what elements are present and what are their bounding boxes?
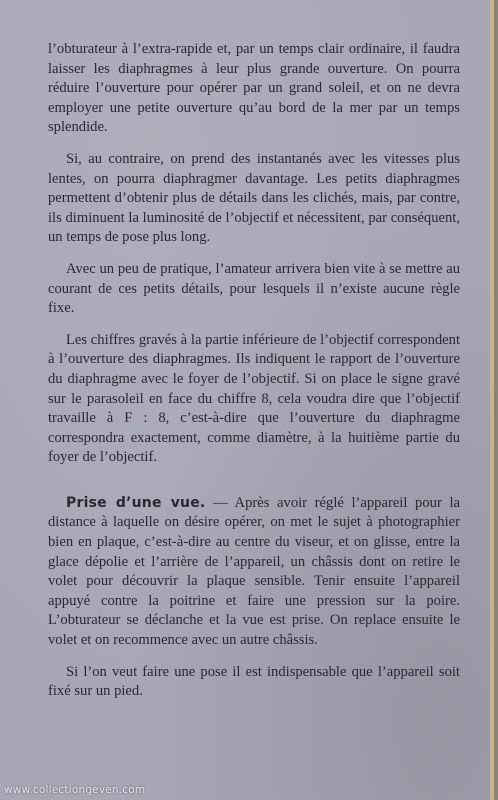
paragraph-2: Si, au contraire, on prend des instantanés avec les vitesses plus lentes, on pourra diaphragmer davantage. Les petits diaphragmes permettent d’obtenir plus de détails dans les clichés, mais, par contre, ils diminuent la luminosité de l’objectif et nécessitent, par conséquent, un temps de pose plus long. bbox=[48, 150, 460, 246]
paragraph-3: Avec un peu de pratique, l’amateur arrivera bien vite à se mettre au courant de ces petits détails, pour lesquels il n’existe aucune règle fixe. bbox=[48, 260, 460, 317]
section-title: Prise d’une vue. bbox=[66, 494, 206, 511]
watermark: www.collectiongeven.com bbox=[4, 784, 146, 796]
paragraph-4: Les chiffres gravés à la partie inférieure de l’objectif correspondent à l’ouverture des diaphragmes. Ils indiquent le rapport de l’ouverture du diaphragme avec le foyer de l’objectif. Si on place le signe gravé sur le parasoleil en face du chiffre 8, cela voudra dire que l’objectif travaille à F : 8, c’est-à-dire que l’ouverture du diaphragme correspondra exactement, comme diamètre, à la huitième partie du foyer de l’objectif. bbox=[48, 331, 460, 466]
paragraph-1: l’obturateur à l’extra-rapide et, par un temps clair ordinaire, il faudra laisser les diaphragmes à leur plus grande ouverture. On pourra réduire l’ouverture pour opérer par un grand soleil, et on ne devra employer une petite ouverture qu’au bord de la mer par un temps splendide. bbox=[48, 41, 460, 136]
section-body: — Après avoir réglé l’appareil pour la distance à laquelle on désire opérer, on met le sujet à photographier bien en plaque, c’est-à-dire au centre du viseur, et on glisse, entre la glace dépolie et l’arrière de l’appareil, un châssis dont on retire le volet pour découvrir la plaque sensible. Tenir ensuite l’appareil appuyé contre la poitrine et faire une pression sur la poire. L’obturateur se déclanche et la vue est prise. On replace ensuite le volet et on recommence avec un autre châssis. bbox=[48, 494, 460, 649]
page-text bbox=[48, 40, 460, 714]
paragraph-last: Si l’on veut faire une pose il est indispensable que l’appareil soit fixé sur un pied. bbox=[48, 663, 460, 700]
section-paragraph bbox=[48, 494, 460, 651]
